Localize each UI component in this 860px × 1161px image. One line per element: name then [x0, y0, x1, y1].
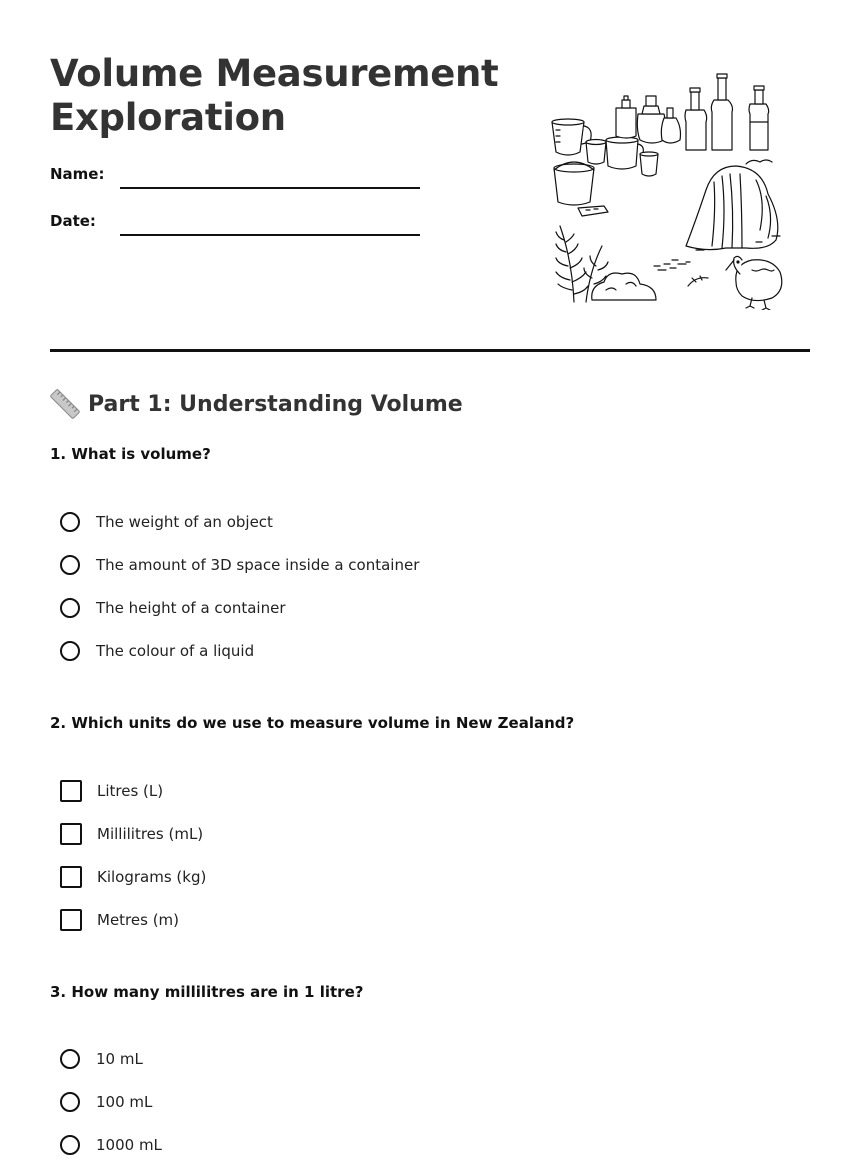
option-label: 10 mL — [96, 1050, 143, 1068]
name-field[interactable] — [120, 187, 420, 189]
option-label: The colour of a liquid — [96, 642, 255, 660]
pot-icon — [606, 137, 643, 169]
q1-option-3[interactable] — [60, 596, 286, 620]
measuring-jug-icon — [552, 119, 591, 155]
tall-bottle-icon — [711, 74, 732, 150]
radio-button[interactable] — [60, 1092, 80, 1112]
q1-option-4[interactable] — [60, 639, 254, 663]
title-line-2: Exploration — [50, 96, 286, 139]
option-label: The weight of an object — [96, 513, 273, 531]
question-1: 1. What is volume? — [50, 445, 211, 463]
ground-marks-icon — [654, 260, 690, 270]
wine-bottle-icon — [749, 86, 769, 150]
date-field[interactable] — [120, 234, 420, 236]
question-3: 3. How many millilitres are in 1 litre? — [50, 983, 364, 1001]
cup-icon — [640, 152, 658, 176]
feather-icon — [688, 276, 708, 286]
option-label: Metres (m) — [97, 911, 180, 929]
option-label: Kilograms (kg) — [97, 868, 207, 886]
q2-option-1[interactable] — [60, 779, 163, 803]
waterfall-icon — [686, 160, 780, 250]
q2-option-2[interactable] — [60, 822, 203, 846]
containers-nature-illustration — [546, 70, 786, 310]
kiwi-bird-icon — [726, 256, 782, 310]
bottle-icon — [685, 88, 707, 150]
option-label: 100 mL — [96, 1093, 153, 1111]
jar-icon — [586, 140, 606, 165]
option-label: The amount of 3D space inside a container — [96, 556, 420, 574]
checkbox[interactable] — [60, 909, 82, 931]
option-label: Millilitres (mL) — [97, 825, 204, 843]
q3-option-3[interactable] — [60, 1133, 162, 1157]
checkbox[interactable] — [60, 866, 82, 888]
radio-button[interactable] — [60, 512, 80, 532]
option-label: Litres (L) — [97, 782, 164, 800]
radio-button[interactable] — [60, 1135, 80, 1155]
bucket-icon — [554, 162, 594, 205]
radio-button[interactable] — [60, 641, 80, 661]
header-divider — [50, 349, 810, 352]
radio-button[interactable] — [60, 598, 80, 618]
radio-button[interactable] — [60, 555, 80, 575]
checkbox[interactable] — [60, 780, 82, 802]
sponge-icon — [578, 206, 608, 216]
q3-option-1[interactable] — [60, 1047, 143, 1071]
ruler-icon — [50, 389, 80, 419]
part1-heading — [50, 388, 463, 420]
option-label: The height of a container — [96, 599, 286, 617]
title-line-1: Volume Measurement — [50, 52, 499, 95]
question-2: 2. Which units do we use to measure volume in New Zealand? — [50, 714, 575, 732]
small-bottle-icon — [661, 108, 680, 143]
page-title — [50, 52, 520, 140]
q1-option-1[interactable] — [60, 510, 273, 534]
radio-button[interactable] — [60, 1049, 80, 1069]
flask-icon — [616, 96, 636, 138]
date-label: Date: — [50, 212, 96, 230]
q1-option-2[interactable] — [60, 553, 419, 577]
q3-option-2[interactable] — [60, 1090, 152, 1114]
checkbox[interactable] — [60, 823, 82, 845]
q2-option-4[interactable] — [60, 908, 179, 932]
part1-title: Part 1: Understanding Volume — [88, 391, 463, 417]
option-label: 1000 mL — [96, 1136, 162, 1154]
bush-icon — [592, 273, 656, 300]
q2-option-3[interactable] — [60, 865, 206, 889]
name-label: Name: — [50, 165, 105, 183]
